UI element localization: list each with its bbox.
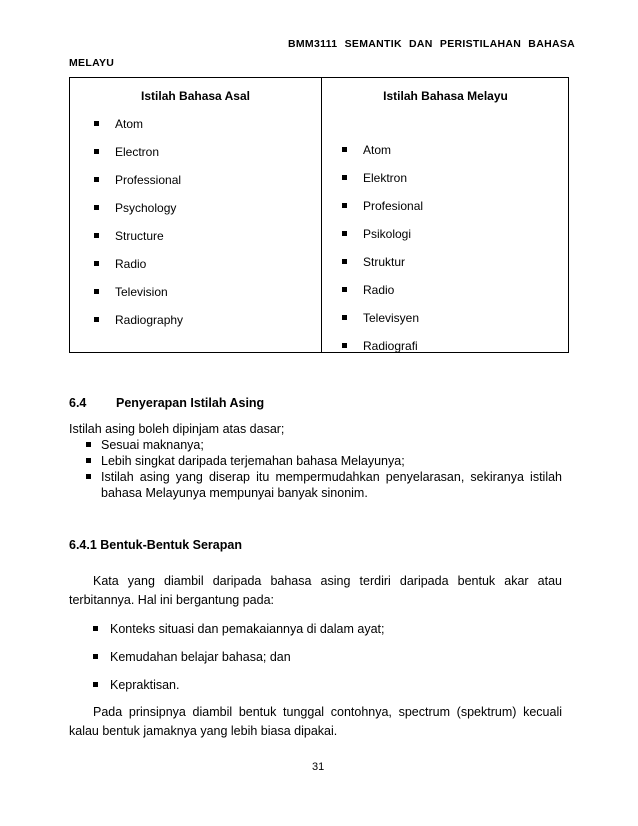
list-item: Televisyen [342, 310, 423, 338]
list-item: Profesional [342, 198, 423, 226]
square-bullet-icon [342, 175, 347, 180]
square-bullet-icon [342, 259, 347, 264]
list-item: Psikologi [342, 226, 423, 254]
list-item: Atom [94, 116, 183, 144]
square-bullet-icon [94, 233, 99, 238]
list-item: Elektron [342, 170, 423, 198]
square-bullet-icon [342, 315, 347, 320]
list-item: Kemudahan belajar bahasa; dan [93, 649, 384, 677]
header-original-term: Istilah Bahasa Asal [141, 89, 250, 103]
malay-term-list [342, 142, 423, 366]
section-heading [69, 396, 264, 410]
list-item: Lebih singkat daripada terjemahan bahasa Melayunya; [86, 453, 562, 469]
list-item: Radio [94, 256, 183, 284]
list-item: Radiography [94, 312, 183, 340]
table-column-divider [321, 78, 322, 352]
list-item: Professional [94, 172, 183, 200]
section-title: Penyerapan Istilah Asing [116, 396, 265, 410]
square-bullet-icon [86, 442, 91, 447]
list-item: Psychology [94, 200, 183, 228]
section-number: 6.4 [69, 396, 87, 410]
square-bullet-icon [93, 626, 98, 631]
section-intro: Istilah asing boleh dipinjam atas dasar; [69, 422, 285, 436]
paragraph: Pada prinsipnya diambil bentuk tunggal contohnya, spectrum (spektrum) kecuali kalau bentuk jamaknya yang lebih biasa dipakai. [69, 705, 562, 738]
list-item: Sesuai maknanya; [86, 437, 562, 453]
course-header-continued: MELAYU [69, 57, 115, 69]
square-bullet-icon [94, 289, 99, 294]
reason-list [86, 437, 562, 501]
square-bullet-icon [93, 682, 98, 687]
factor-list [93, 621, 384, 705]
square-bullet-icon [94, 177, 99, 182]
page-number: 31 [312, 761, 325, 773]
term-table [69, 77, 569, 353]
square-bullet-icon [94, 149, 99, 154]
subsection-heading: 6.4.1 Bentuk-Bentuk Serapan [69, 538, 242, 552]
list-item: Struktur [342, 254, 423, 282]
list-item: Istilah asing yang diserap itu mempermudahkan penyelarasan, sekiranya istilah bahasa Melayunya mempunyai banyak sinonim. [86, 469, 562, 501]
square-bullet-icon [342, 203, 347, 208]
square-bullet-icon [342, 343, 347, 348]
square-bullet-icon [94, 121, 99, 126]
list-item: Atom [342, 142, 423, 170]
list-item: Television [94, 284, 183, 312]
header-malay-term: Istilah Bahasa Melayu [383, 89, 508, 103]
original-term-list [94, 116, 183, 340]
list-item: Structure [94, 228, 183, 256]
square-bullet-icon [86, 458, 91, 463]
square-bullet-icon [94, 205, 99, 210]
course-header: BMM3111 SEMANTIK DAN PERISTILAHAN BAHASA [288, 38, 576, 50]
paragraph: Kata yang diambil daripada bahasa asing terdiri daripada bentuk akar atau terbitannya. Hal ini bergantung pada: [69, 574, 562, 607]
list-item: Kepraktisan. [93, 677, 384, 705]
square-bullet-icon [342, 287, 347, 292]
square-bullet-icon [342, 231, 347, 236]
square-bullet-icon [93, 654, 98, 659]
square-bullet-icon [94, 261, 99, 266]
list-item: Konteks situasi dan pemakaiannya di dalam ayat; [93, 621, 384, 649]
square-bullet-icon [342, 147, 347, 152]
square-bullet-icon [86, 474, 91, 479]
list-item: Radiografi [342, 338, 423, 366]
list-item: Radio [342, 282, 423, 310]
square-bullet-icon [94, 317, 99, 322]
list-item: Electron [94, 144, 183, 172]
